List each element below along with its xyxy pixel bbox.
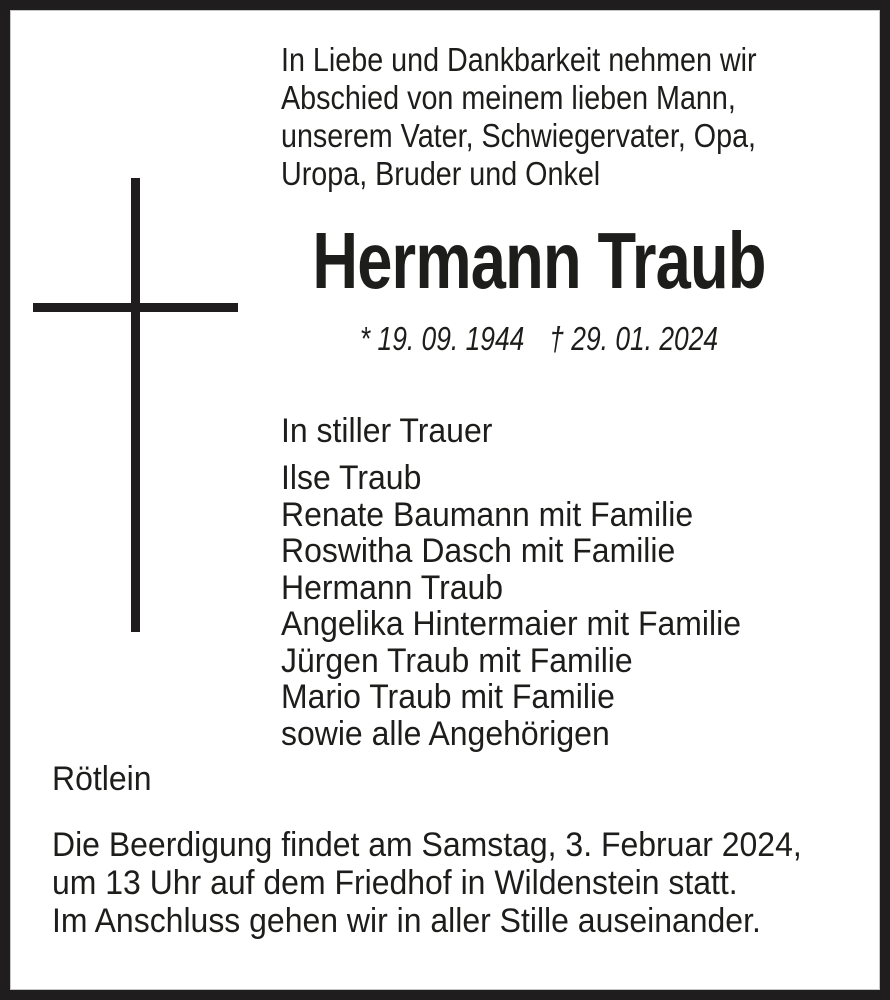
birth-date: * 19. 09. 1944 [359, 320, 525, 357]
mourner-name: Mario Traub mit Familie [281, 678, 615, 716]
mourner-name: Angelika Hintermaier mit Familie [281, 605, 742, 643]
funeral-info [52, 826, 802, 940]
death-date: † 29. 01. 2024 [549, 320, 719, 357]
funeral-line: Im Anschluss gehen wir in aller Stille auseinander. [52, 902, 761, 940]
intro-line: Uropa, Bruder und Onkel [281, 155, 601, 192]
life-dates [307, 321, 771, 357]
intro-text [281, 41, 803, 193]
mourners-list [281, 460, 741, 752]
mourner-name: Jürgen Traub mit Familie [281, 641, 633, 680]
funeral-line: Die Beerdigung findet am Samstag, 3. Februar 2024, [52, 826, 802, 864]
intro-line: Abschied von meinem lieben Mann, [281, 79, 736, 116]
intro-line: unserem Vater, Schwiegervater, Opa, [281, 117, 757, 154]
mourner-name: Renate Baumann mit Familie [281, 495, 694, 534]
mourner-name: Roswitha Dasch mit Familie [281, 532, 676, 570]
place-name: Rötlein [52, 760, 152, 798]
mourner-name: Ilse Traub [281, 459, 422, 497]
cross-horizontal-bar [33, 303, 238, 312]
intro-line: In Liebe und Dankbarkeit nehmen wir [281, 41, 757, 78]
funeral-line: um 13 Uhr auf dem Friedhof in Wildenstein statt. [52, 864, 738, 902]
mourner-name: sowie alle Angehörigen [281, 714, 610, 753]
mourning-label: In stiller Trauer [281, 412, 493, 450]
deceased-name: Hermann Traub [312, 216, 766, 305]
mourner-name: Hermann Traub [281, 568, 504, 607]
cross-vertical-bar [131, 178, 140, 632]
